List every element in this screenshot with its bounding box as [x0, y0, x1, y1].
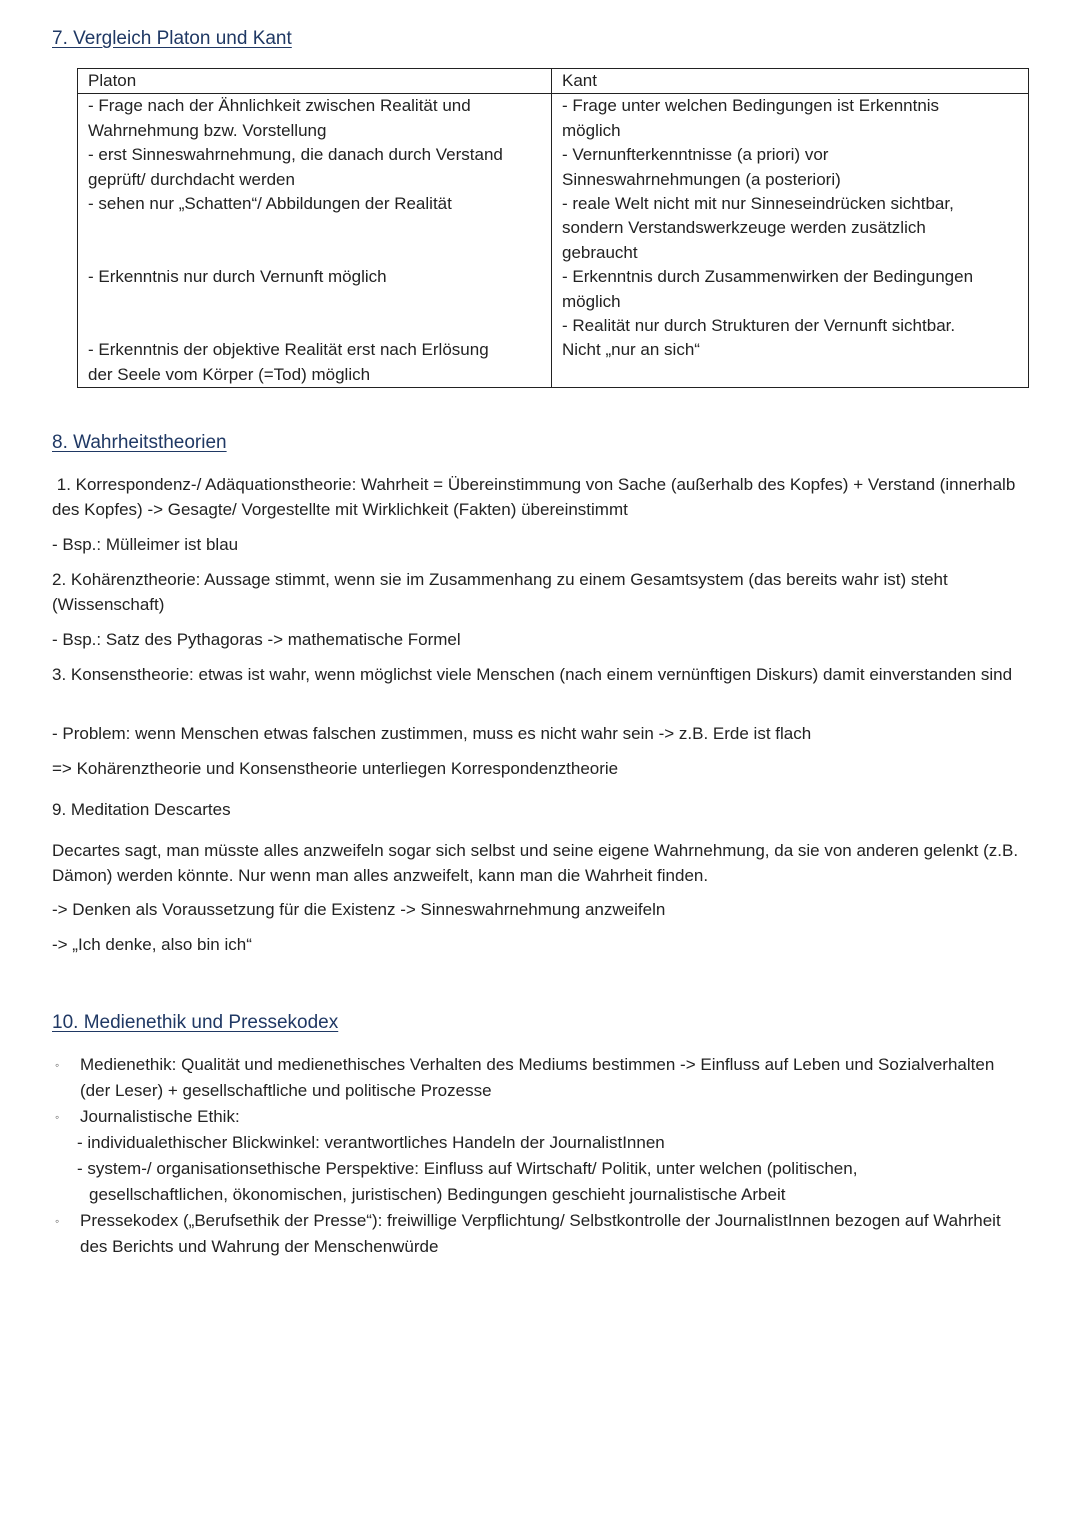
kant-line: möglich — [562, 291, 621, 311]
platon-line: - erst Sinneswahrnehmung, die danach durch Verstand — [88, 145, 503, 165]
comparison-table — [77, 68, 1029, 388]
sub-item-continuation: gesellschaftlichen, ökonomischen, juristischen) Bedingungen geschieht journalistische Arbeit — [89, 1185, 786, 1204]
list-item — [52, 1104, 1027, 1130]
bullet-list — [52, 1052, 1027, 1260]
header-kant: Kant — [552, 69, 1029, 94]
kant-line: möglich — [562, 120, 621, 140]
paragraph: - Bsp.: Mülleimer ist blau — [52, 535, 239, 554]
kant-cell — [552, 94, 1029, 388]
table-row — [78, 94, 1029, 388]
kant-line: - Vernunfterkenntnisse (a priori) vor — [562, 145, 829, 165]
kant-line: - reale Welt nicht mit nur Sinneseindrücken sichtbar, — [562, 194, 954, 214]
platon-line: - Erkenntnis nur durch Vernunft möglich — [88, 267, 387, 287]
header-platon: Platon — [78, 69, 552, 94]
sub-item: - system-/ organisationsethische Perspektive: Einfluss auf Wirtschaft/ Politik, unter welchen (politischen, — [77, 1159, 858, 1178]
paragraph: 1. Korrespondenz-/ Adäquationstheorie: Wahrheit = Übereinstimmung von Sache (außerhalb des Kopfes) + Verstand (innerhalb des Kopfes) -> Gesagte/ Vorgestellte mit Wirklichkeit (Fakten) übereinstimmt — [52, 475, 1021, 519]
platon-line: der Seele vom Körper (=Tod) möglich — [88, 364, 371, 384]
paragraph: - Bsp.: Satz des Pythagoras -> mathematische Formel — [52, 630, 461, 649]
table-header-row — [78, 69, 1029, 94]
paragraph: 3. Konsenstheorie: etwas ist wahr, wenn möglichst viele Menschen (nach einem vernünftigen Diskurs) damit einverstanden sind — [52, 665, 1013, 684]
section-9-title: 9. Meditation Descartes — [52, 800, 231, 819]
list-item — [52, 1208, 1027, 1260]
platon-line: geprüft/ durchdacht werden — [88, 169, 295, 189]
kant-line: - Realität nur durch Strukturen der Vernunft sichtbar. — [562, 316, 956, 336]
paragraph: -> „Ich denke, also bin ich“ — [52, 935, 252, 954]
kant-line: - Erkenntnis durch Zusammenwirken der Bedingungen — [562, 267, 974, 287]
paragraph: 2. Kohärenztheorie: Aussage stimmt, wenn sie im Zusammenhang zu einem Gesamtsystem (das bereits wahr ist) steht (Wissenschaft) — [52, 570, 948, 614]
list-item-text: Medienethik: Qualität und medienethisches Verhalten des Mediums bestimmen -> Einfluss auf Leben und Sozialverhalten (der Leser) + gesellschaftliche und politische Prozesse — [80, 1055, 995, 1100]
bullet-icon: ◦ — [55, 1214, 60, 1228]
list-item — [52, 1052, 1027, 1104]
section-8-title: 8. Wahrheitstheorien — [52, 432, 227, 453]
spacer — [88, 290, 543, 339]
platon-line: - Erkenntnis der objektive Realität erst nach Erlösung — [88, 340, 489, 360]
paragraph: - Problem: wenn Menschen etwas falschen zustimmen, muss es nicht wahr sein -> z.B. Erde ist flach — [52, 724, 812, 743]
bullet-icon: ◦ — [55, 1058, 60, 1072]
bullet-icon: ◦ — [55, 1110, 60, 1124]
section-10-title: 10. Medienethik und Pressekodex — [52, 1012, 339, 1033]
kant-line: sondern Verstandswerkzeuge werden zusätzlich — [562, 218, 926, 238]
list-item-text: Pressekodex („Berufsethik der Presse“): freiwillige Verpflichtung/ Selbstkontrolle der JournalistInnen bezogen auf Wahrheit des Berichts und Wahrung der Menschenwürde — [80, 1211, 1001, 1256]
platon-line: Wahrnehmung bzw. Vorstellung — [88, 120, 327, 140]
kant-line: - Frage unter welchen Bedingungen ist Erkenntnis — [562, 96, 940, 116]
kant-line: Sinneswahrnehmungen (a posteriori) — [562, 169, 841, 189]
platon-line: - sehen nur „Schatten“/ Abbildungen der Realität — [88, 194, 452, 214]
paragraph: -> Denken als Voraussetzung für die Existenz -> Sinneswahrnehmung anzweifeln — [52, 900, 666, 919]
sub-item: - individualethischer Blickwinkel: verantwortliches Handeln der JournalistInnen — [77, 1133, 665, 1152]
paragraph: Decartes sagt, man müsste alles anzweifeln sogar sich selbst und seine eigene Wahrnehmung, da sie von anderen gelenkt (z.B. Dämon) werden könnte. Nur wenn man alles anzweifelt, kann man die Wahrheit finden. — [52, 841, 1019, 885]
platon-line: - Frage nach der Ähnlichkeit zwischen Realität und — [88, 96, 471, 116]
platon-cell — [78, 94, 552, 388]
kant-line: Nicht „nur an sich“ — [562, 340, 700, 360]
kant-line: gebraucht — [562, 242, 638, 262]
section-7-title: 7. Vergleich Platon und Kant — [52, 28, 292, 49]
spacer — [88, 216, 543, 265]
list-item-text: Journalistische Ethik: — [80, 1107, 240, 1126]
paragraph: => Kohärenztheorie und Konsenstheorie unterliegen Korrespondenztheorie — [52, 759, 619, 778]
